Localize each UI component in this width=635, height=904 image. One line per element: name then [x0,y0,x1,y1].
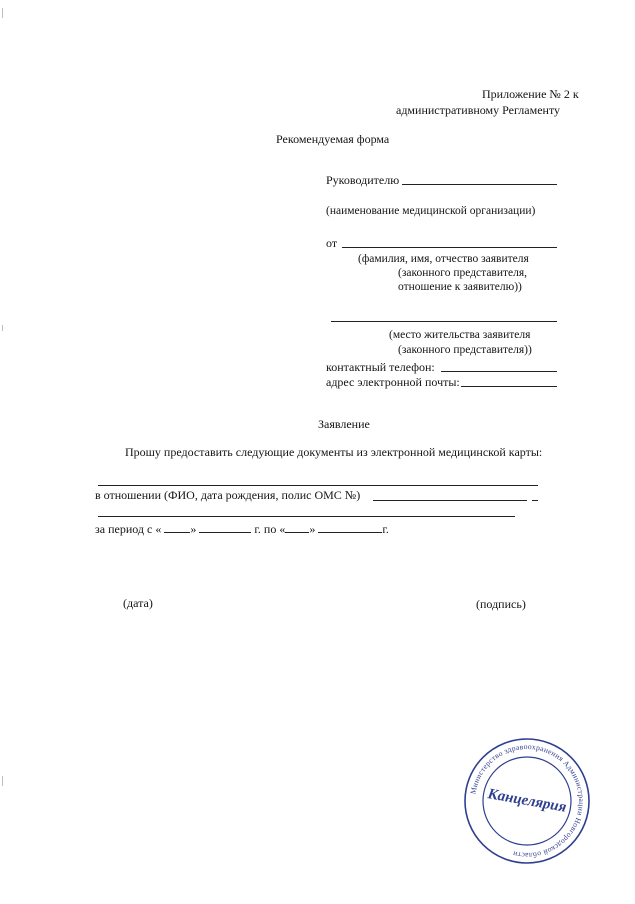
applicant-hint: (фамилия, имя, отчество заявителя [358,253,529,265]
period-from-label: за период с « [95,522,162,536]
regarding-label: в отношении (ФИО, дата рождения, полис ОМС №) [95,488,361,502]
appendix-number: Приложение № 2 к [482,87,579,101]
scan-edge-mark [2,776,3,786]
regarding-blank [373,500,527,501]
email-label: адрес электронной почты: [326,375,460,389]
regulation-reference: административному Регламенту [396,103,561,117]
phone-label: контактный телефон: [326,360,435,374]
day-to-blank [285,522,309,533]
period-row [95,522,389,535]
year-from-label: г. по « [254,522,286,536]
phone-blank [441,371,557,372]
month-from-blank [199,522,251,533]
office-stamp [462,736,592,866]
request-text: Прошу предоставить следующие документы из электронной медицинской карты: [125,445,543,459]
head-name-blank [402,184,557,185]
quote-close: » [309,522,316,536]
date-label: (дата) [123,596,153,610]
head-label: Руководителю [326,173,400,187]
email-blank [461,386,557,387]
applicant-hint-representative: (законного представителя, [398,267,528,279]
stamp-center-text: Канцелярия [486,786,568,816]
organization-hint: (наименование медицинской организации) [326,205,536,217]
statement-title: Заявление [318,417,370,431]
scan-edge-mark [2,8,3,18]
day-from-blank [164,522,190,533]
residence-hint: (место жительства заявителя [389,329,531,341]
documents-blank [98,485,538,486]
applicant-hint-relation: отношение к заявителю)) [398,281,522,293]
stamp-ring-text: Министерство здравоохранения Администрации Новгородской области [468,741,587,861]
regarding-blank-end [532,500,538,501]
residence-blank [331,321,557,322]
signature-label: (подпись) [476,597,526,611]
scan-edge-mark [2,325,3,331]
applicant-name-blank [342,247,557,248]
quote-close: » [190,522,197,536]
month-to-blank [318,522,382,533]
residence-hint-representative: (законного представителя)) [398,344,532,356]
regarding-continuation-blank [98,516,515,517]
from-label: от [326,236,338,250]
form-type: Рекомендуемая форма [276,132,390,146]
year-to-label: г. [382,522,389,536]
